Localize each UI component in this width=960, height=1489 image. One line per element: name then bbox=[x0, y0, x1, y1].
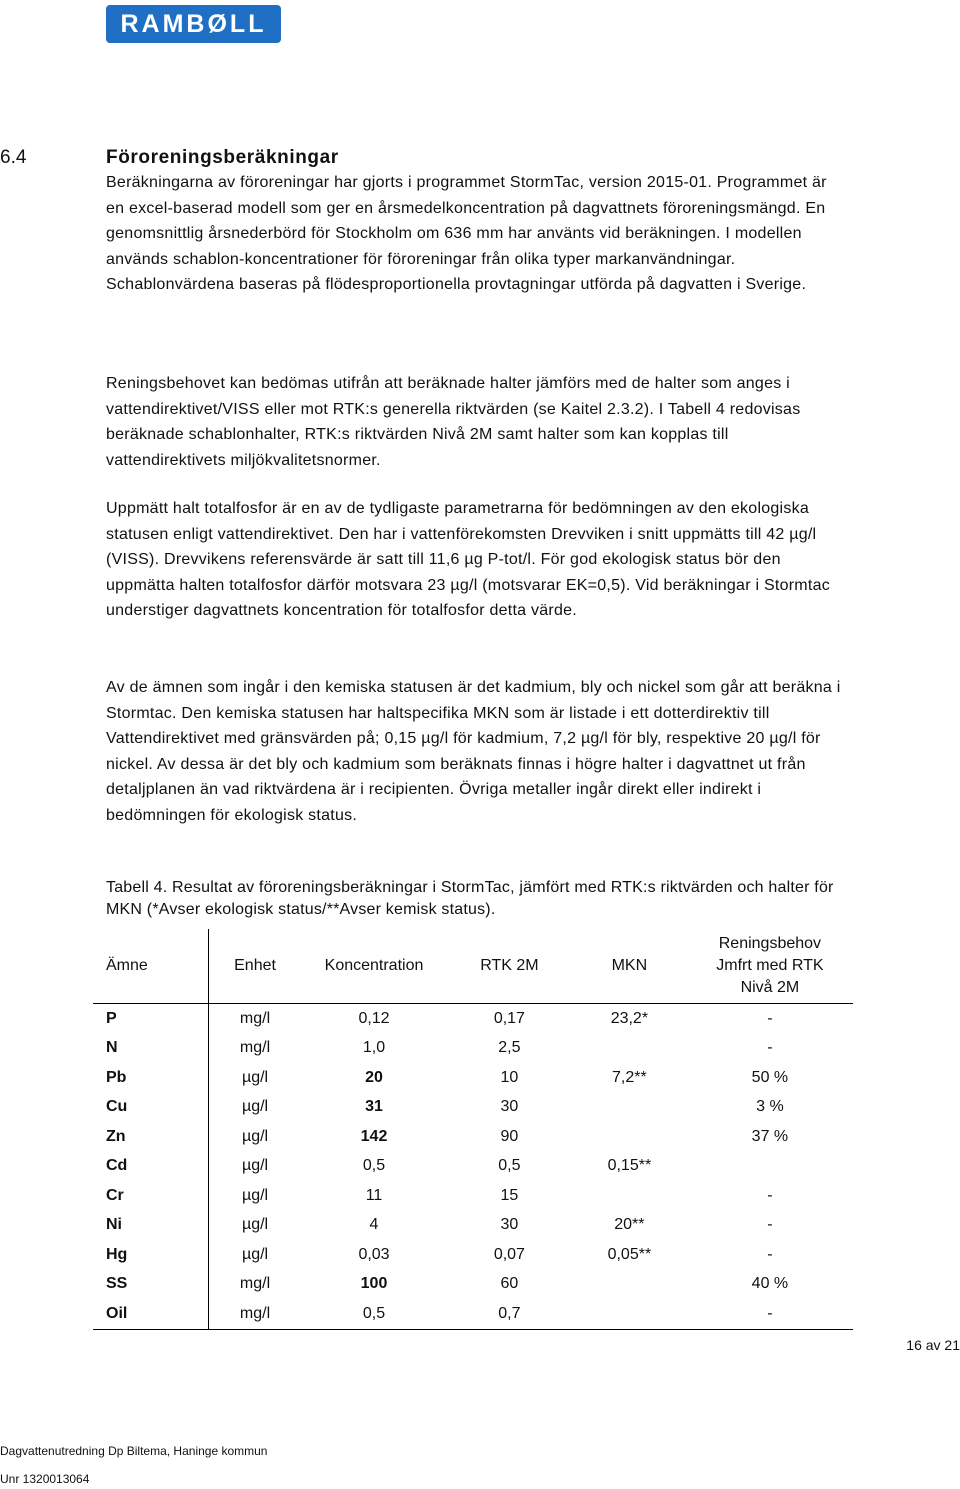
header-ren-line2: Jmfrt med RTK bbox=[716, 957, 824, 974]
paragraph-1: Beräkningarna av föroreningar har gjorts i programmet StormTac, version 2015-01. Programmet är en excel-baserad modell som ger en årsmedelkoncentration på dagvattnets föroreningsmängd. En genomsnittlig årsnederbörd för Stockholm om 636 mm har använts vid beräkningen. I modellen används schablon-koncentrationer för föroreningar från olika typer markanvändningar. Schablonvärdena baseras på flödesproportionella provtagningar utförda på dagvatten i Sverige. bbox=[106, 174, 827, 294]
cell-amne: P bbox=[93, 1004, 208, 1034]
page-number: 16 av 21 bbox=[906, 1337, 960, 1353]
cell-ren bbox=[687, 1152, 853, 1182]
results-table bbox=[93, 929, 853, 1330]
cell-konc: 0,12 bbox=[358, 1009, 390, 1027]
cell-konc: 142 bbox=[360, 1127, 388, 1145]
table-row bbox=[93, 1004, 853, 1034]
cell-amne: SS bbox=[93, 1270, 208, 1300]
cell-mkn bbox=[572, 1122, 687, 1152]
cell-rtk: 0,5 bbox=[498, 1157, 521, 1175]
header-koncentration: Koncentration bbox=[301, 929, 447, 1004]
cell-mkn: 0,05** bbox=[607, 1245, 652, 1263]
cell-enhet: µg/l bbox=[241, 1157, 269, 1175]
cell-ren: 37 % bbox=[751, 1127, 789, 1145]
table-caption: Tabell 4. Resultat av föroreningsberäkningar i StormTac, jämfört med RTK:s riktvärden och halter för MKN (*Avser ekologisk status/**Avser kemisk status). bbox=[106, 879, 834, 918]
cell-ren: 50 % bbox=[751, 1068, 789, 1086]
table-row bbox=[93, 1034, 853, 1064]
table-row bbox=[93, 1063, 853, 1093]
cell-ren: - bbox=[767, 1009, 773, 1027]
cell-ren: - bbox=[767, 1216, 773, 1234]
cell-rtk: 2,5 bbox=[498, 1039, 521, 1057]
paragraph-3: Uppmätt halt totalfosfor är en av de tydligaste parametrarna för bedömningen av den ekologiska statusen enligt vattendirektivet. Den har i vattenförekomsten Drevviken i snitt uppmätts till 42 µg/l (VISS). Drevvikens referensvärde är satt till 11,6 µg P-tot/l. För god ekologisk status bör den uppmätta halten totalfosfor därför motsvara 23 µg/l (motsvarar EK=0,5). Vid beräkningar i Stormtac understiger dagvattnets koncentration för totalfosfor detta värde. bbox=[106, 500, 830, 620]
cell-enhet: mg/l bbox=[239, 1275, 271, 1293]
cell-amne: Cu bbox=[93, 1093, 208, 1123]
cell-ren: - bbox=[767, 1245, 773, 1263]
cell-mkn bbox=[572, 1093, 687, 1123]
cell-konc: 100 bbox=[360, 1275, 388, 1293]
cell-amne: Hg bbox=[93, 1240, 208, 1270]
table-row bbox=[93, 1270, 853, 1300]
cell-rtk: 15 bbox=[500, 1186, 519, 1204]
cell-amne: Cd bbox=[93, 1152, 208, 1182]
table-row bbox=[93, 1152, 853, 1182]
cell-konc: 0,03 bbox=[358, 1245, 390, 1263]
cell-mkn bbox=[572, 1299, 687, 1329]
paragraph-4: Av de ämnen som ingår i den kemiska statusen är det kadmium, bly och nickel som går att beräkna i Stormtac. Den kemiska statusen har haltspecifika MKN som är listade i ett dotterdirektiv till Vattendirektivet med gränsvärden på; 0,15 µg/l för kadmium, 7,2 µg/l för bly, respektive 20 µg/l för nickel. Av dessa är det bly och kadmium som beräknats finnas i högre halter i dagvattnet ut från detaljplanen än vad riktvärdena är i recipienten. Övriga metaller ingår direkt eller indirekt i bedömningen för ekologisk status. bbox=[106, 679, 841, 824]
cell-rtk: 30 bbox=[500, 1098, 519, 1116]
table-row bbox=[93, 1122, 853, 1152]
cell-mkn: 0,15** bbox=[607, 1157, 652, 1175]
table-row bbox=[93, 1299, 853, 1329]
footer-project: Dagvattenutredning Dp Biltema, Haninge kommun bbox=[0, 1444, 268, 1458]
paragraph-2: Reningsbehovet kan bedömas utifrån att beräknade halter jämförs med de halter som anges i vattendirektivet/VISS eller mot RTK:s generella riktvärden (se Kaitel 2.3.2). I Tabell 4 redovisas beräknade schablonhalter, RTK:s riktvärden Nivå 2M samt halter som kan kopplas till vattendirektivets miljökvalitetsnormer. bbox=[106, 375, 801, 469]
cell-ren: - bbox=[687, 1299, 853, 1329]
cell-mkn: 7,2** bbox=[612, 1068, 647, 1086]
rambol-logo: RAMBØLL bbox=[106, 5, 281, 43]
cell-ren: 40 % bbox=[751, 1275, 789, 1293]
cell-rtk: 0,07 bbox=[493, 1245, 525, 1263]
cell-enhet: µg/l bbox=[241, 1186, 269, 1204]
cell-enhet: µg/l bbox=[241, 1245, 269, 1263]
cell-rtk: 0,17 bbox=[493, 1009, 525, 1027]
cell-konc: 1,0 bbox=[362, 1039, 386, 1057]
header-rtk: RTK 2M bbox=[447, 929, 572, 1004]
cell-amne: Ni bbox=[93, 1211, 208, 1241]
table-row bbox=[93, 1093, 853, 1123]
cell-ren: 3 % bbox=[756, 1098, 784, 1116]
cell-amne: Pb bbox=[93, 1063, 208, 1093]
cell-enhet: mg/l bbox=[239, 1039, 271, 1057]
header-enhet: Enhet bbox=[208, 929, 301, 1004]
cell-mkn bbox=[572, 1181, 687, 1211]
cell-enhet: µg/l bbox=[241, 1068, 269, 1086]
cell-rtk: 30 bbox=[500, 1216, 519, 1234]
cell-enhet: µg/l bbox=[241, 1098, 269, 1116]
table-row bbox=[93, 1181, 853, 1211]
header-ren-line3: Nivå 2M bbox=[740, 979, 800, 996]
header-mkn: MKN bbox=[572, 929, 687, 1004]
cell-enhet: mg/l bbox=[239, 1009, 271, 1027]
cell-konc: 4 bbox=[369, 1216, 379, 1234]
section-number: 6.4 bbox=[0, 147, 27, 168]
cell-rtk: 60 bbox=[500, 1275, 519, 1293]
header-ren-line1: Reningsbehov bbox=[718, 935, 822, 952]
header-amne: Ämne bbox=[93, 929, 208, 1004]
section-title: Föroreningsberäkningar bbox=[106, 147, 339, 168]
table-row bbox=[93, 1240, 853, 1270]
cell-rtk: 10 bbox=[500, 1068, 519, 1086]
footer-unr: Unr 1320013064 bbox=[0, 1472, 90, 1486]
cell-rtk: 0,7 bbox=[447, 1299, 572, 1329]
cell-konc: 0,5 bbox=[301, 1299, 447, 1329]
cell-mkn: 23,2* bbox=[610, 1009, 649, 1027]
cell-ren: - bbox=[767, 1186, 773, 1204]
header-reningsbehov bbox=[687, 929, 853, 1004]
cell-amne: N bbox=[93, 1034, 208, 1064]
cell-mkn: 20** bbox=[614, 1216, 645, 1234]
cell-amne: Cr bbox=[93, 1181, 208, 1211]
cell-mkn bbox=[572, 1034, 687, 1064]
cell-mkn bbox=[572, 1270, 687, 1300]
cell-amne: Zn bbox=[93, 1122, 208, 1152]
table-header-row bbox=[93, 929, 853, 1004]
cell-konc: 31 bbox=[365, 1098, 383, 1116]
cell-ren: - bbox=[767, 1039, 773, 1057]
cell-konc: 20 bbox=[365, 1068, 383, 1086]
table-row bbox=[93, 1211, 853, 1241]
cell-rtk: 90 bbox=[500, 1127, 519, 1145]
cell-enhet: µg/l bbox=[241, 1127, 269, 1145]
cell-konc: 11 bbox=[365, 1186, 383, 1204]
cell-konc: 0,5 bbox=[362, 1157, 386, 1175]
cell-enhet: mg/l bbox=[208, 1299, 301, 1329]
cell-enhet: µg/l bbox=[241, 1216, 269, 1234]
cell-amne: Oil bbox=[93, 1299, 208, 1329]
